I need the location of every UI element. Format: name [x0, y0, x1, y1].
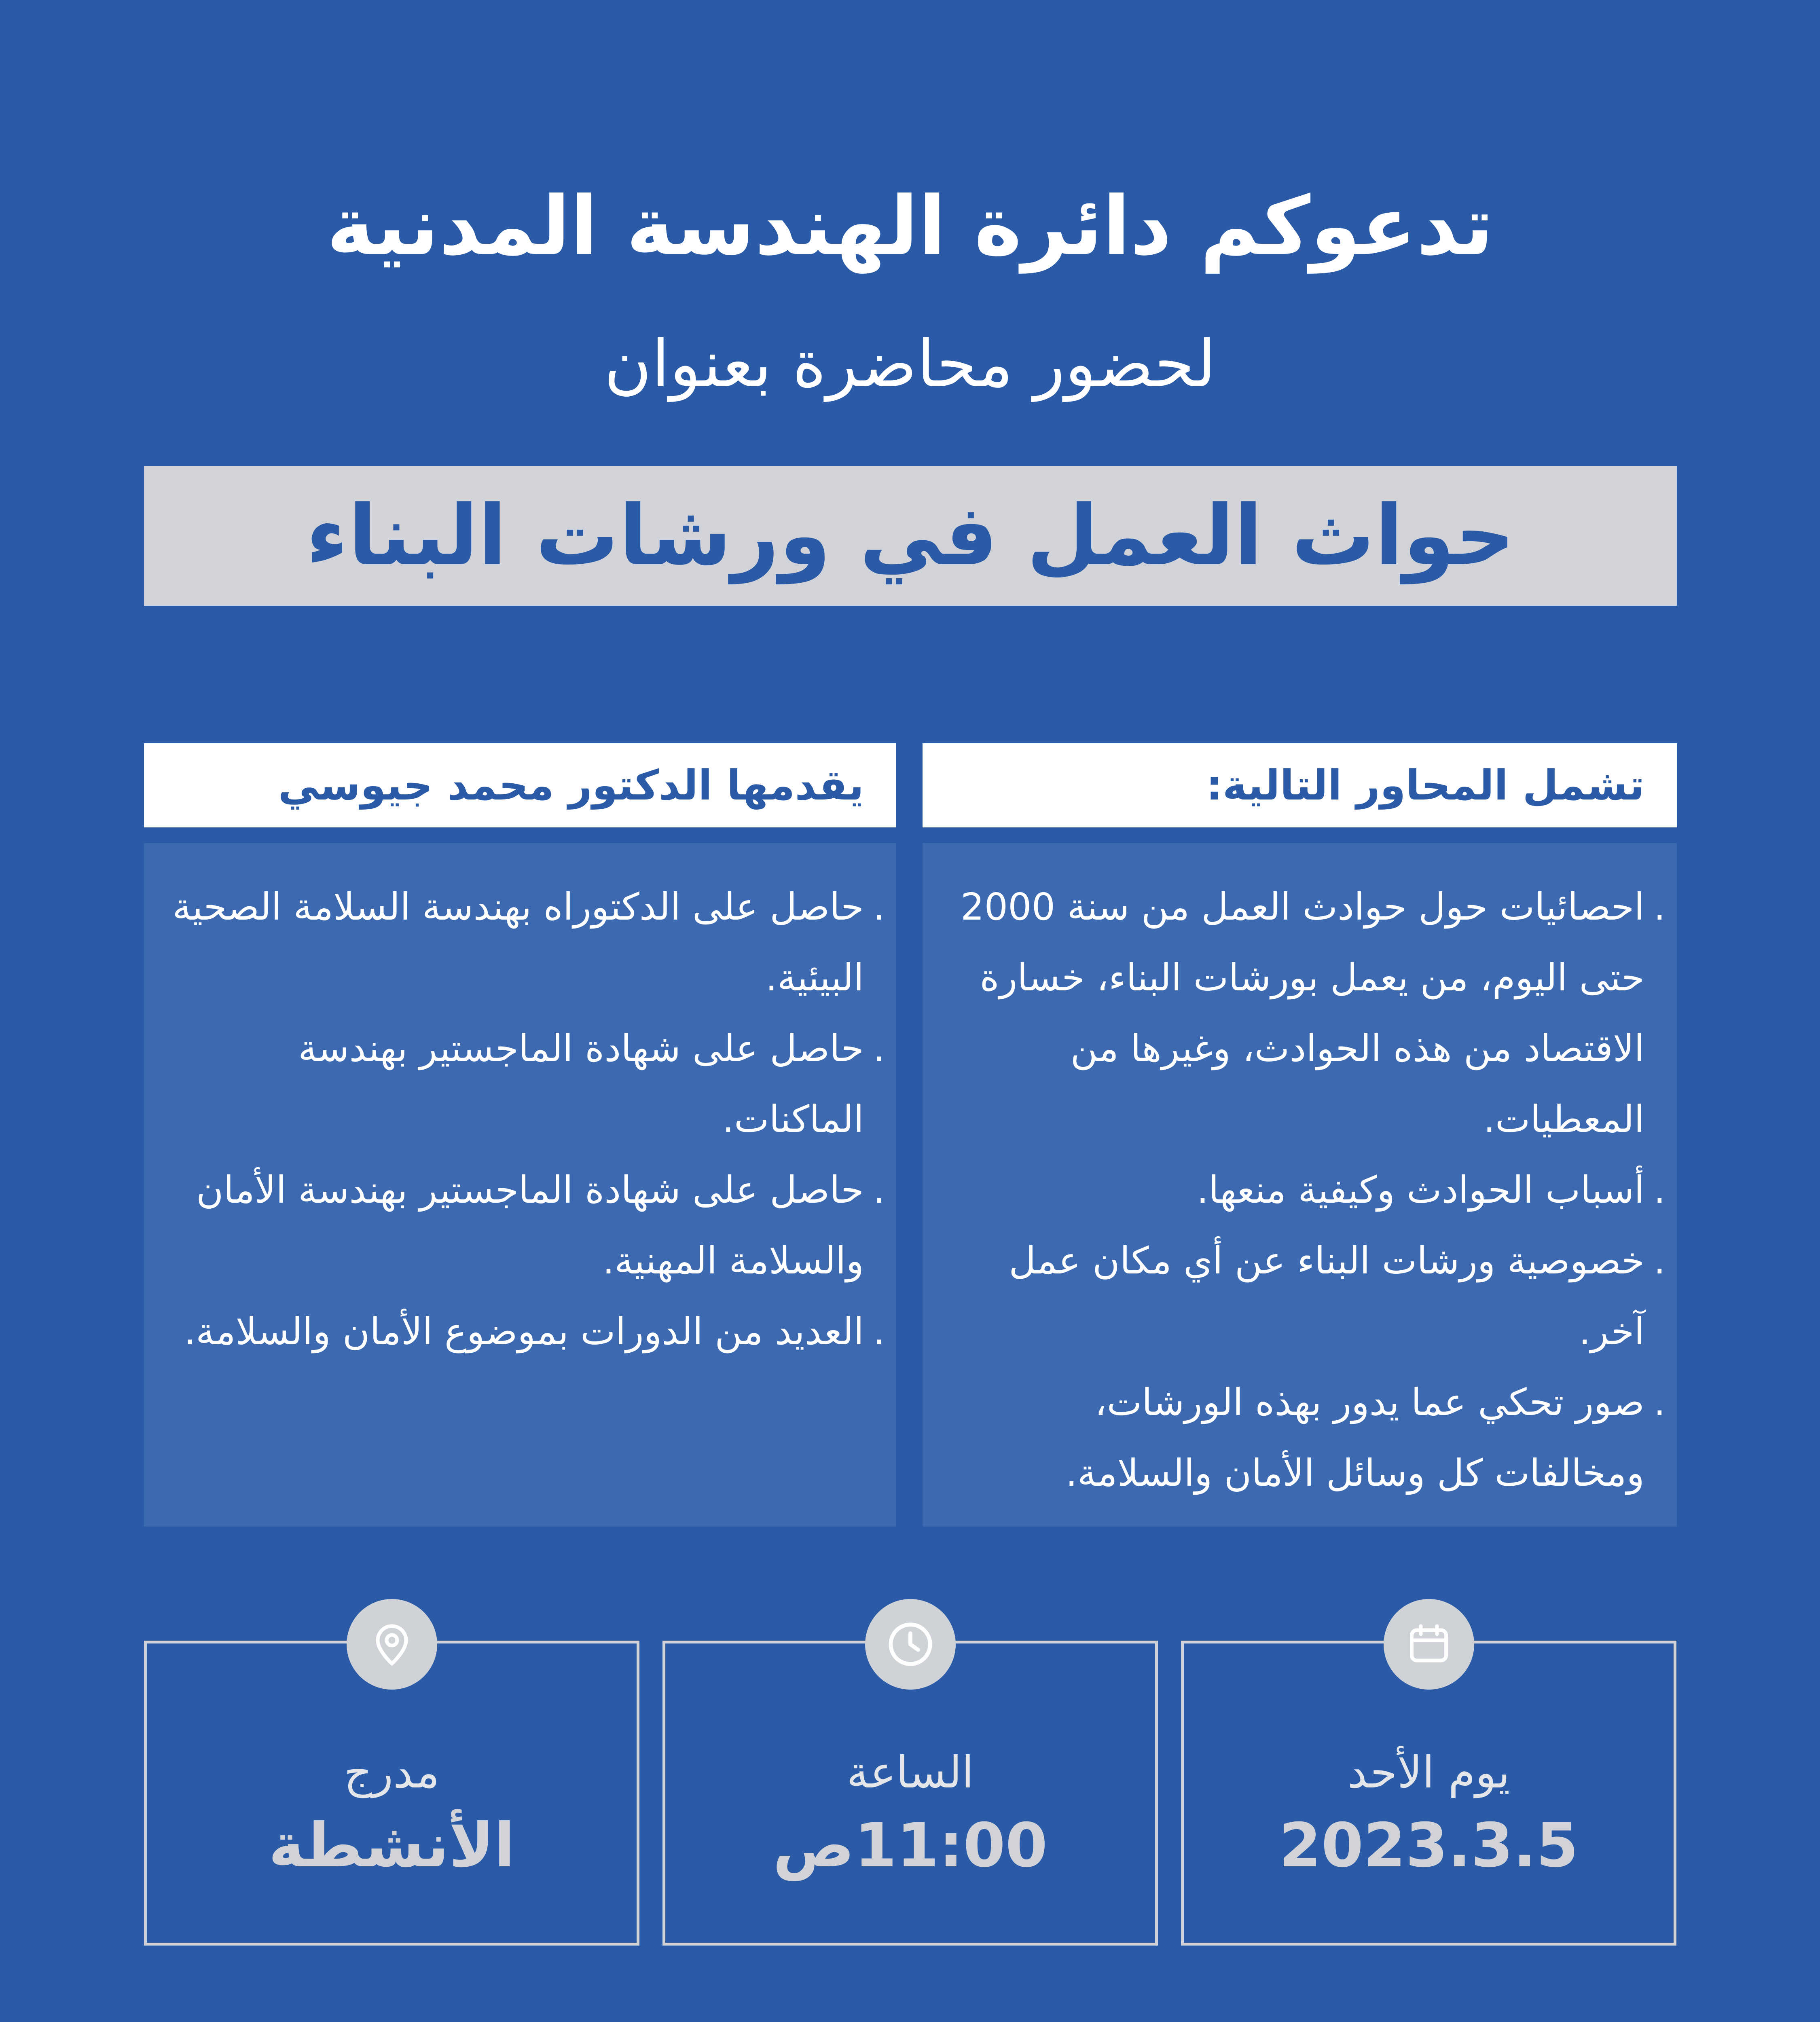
lecture-title: حواث العمل في ورشات البناء [306, 488, 1515, 584]
time-label: الساعة [847, 1747, 974, 1798]
presenter-heading: يقدمها الدكتور محمد جيوسي [144, 743, 896, 827]
time-box [662, 1641, 1158, 1946]
invitation-line: تدعوكم دائرة الهندسة المدنية [326, 179, 1494, 273]
qualification-item: . العديد من الدورات بموضوع الأمان والسلامة. [184, 1310, 885, 1353]
date-box [1181, 1641, 1676, 1946]
clock-icon [865, 1599, 956, 1690]
topic-item: . احصائيات حول حوادث العمل من سنة 2000 حتى اليوم، من يعمل بورشات البناء، خسارة الاقتصاد من هذه الحوادث، وغيرها من المعطيات. [961, 885, 1666, 1141]
date-value: 2023.3.5 [1279, 1810, 1579, 1881]
topics-list [923, 843, 1677, 1527]
venue-label: مدرج [344, 1747, 440, 1798]
topic-item: . صور تحكي عما يدور بهذه الورشات، ومخالفات كل وسائل الأمان والسلامة. [1065, 1381, 1666, 1495]
qualification-item: . حاصل على شهادة الماجستير بهندسة الماكنات. [298, 1027, 885, 1141]
location-pin-icon [347, 1599, 437, 1690]
presenter-qualifications-list [144, 843, 896, 1527]
qualification-item: . حاصل على الدكتوراه بهندسة السلامة الصحية البيئية. [172, 885, 885, 999]
topic-item: . أسباب الحوادث وكيفية منعها. [1196, 1168, 1666, 1212]
qualification-item: . حاصل على شهادة الماجستير بهندسة الأمان والسلامة المهنية. [196, 1168, 885, 1282]
location-box [144, 1641, 639, 1946]
time-value: 11:00ص [772, 1810, 1048, 1881]
calendar-icon [1384, 1599, 1474, 1690]
title-banner [144, 466, 1677, 606]
lecture-intro-line: لحضور محاضرة بعنوان [604, 326, 1216, 402]
topics-heading: تشمل المحاور التالية: [923, 743, 1677, 827]
topic-item: . خصوصية ورشات البناء عن أي مكان عمل آخر. [1009, 1239, 1666, 1353]
day-label: يوم الأحد [1347, 1747, 1510, 1798]
venue-value: الأنشطة [268, 1810, 515, 1881]
